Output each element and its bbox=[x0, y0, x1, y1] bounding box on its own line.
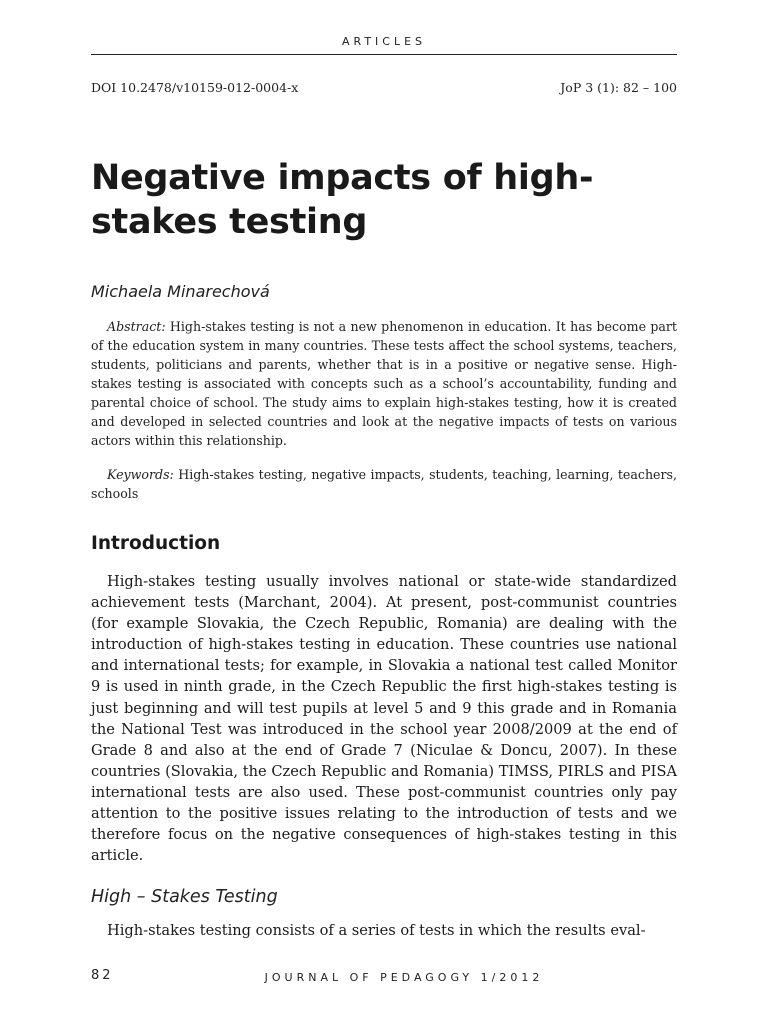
abstract bbox=[91, 317, 677, 450]
introduction-paragraph: High-stakes testing usually involves national or state-wide standardized achievement tests (Marchant, 2004). At present, post-communist countries (for example Slovakia, the Czech Republic, Romania) are dealing with the introduction of high-stakes testing in education. These countries use national and international tests; for example, in Slovakia a national test called Monitor 9 is used in ninth grade, in the Czech Republic the first high-stakes testing is just beginning and will test pupils at level 5 and 9 this grade and in Romania the National Test was introduced in the school year 2008/2009 at the end of Grade 8 and also at the end of Grade 7 (Niculae & Doncu, 2007). In these countries (Slovakia, the Czech Republic and Romania) TIMSS, PIRLS and PISA international tests are also used. These post-communist countries only pay attention to the positive issues relating to the introduction of tests and we therefore focus on the negative consequences of high-stakes testing in this article. bbox=[91, 573, 677, 865]
abstract-label: Abstract: bbox=[107, 319, 166, 334]
keywords-label: Keywords: bbox=[107, 467, 174, 482]
citation-text: JoP 3 (1): 82 – 100 bbox=[560, 80, 677, 95]
subsection-heading: High – Stakes Testing bbox=[91, 887, 278, 907]
journal-footer: JOURNAL OF PEDAGOGY 1/2012 bbox=[264, 971, 544, 984]
keywords bbox=[91, 465, 677, 503]
keywords-text: High-stakes testing, negative impacts, students, teaching, learning, teachers, schools bbox=[91, 467, 677, 501]
subsection-paragraph: High-stakes testing consists of a series of tests in which the results eval- bbox=[107, 922, 646, 939]
header-divider bbox=[91, 54, 677, 55]
article-title: Negative impacts of high-stakes testing bbox=[91, 158, 594, 242]
introduction-heading: Introduction bbox=[91, 533, 221, 554]
section-label: ARTICLES bbox=[341, 35, 427, 48]
doi-text: DOI 10.2478/v10159-012-0004-x bbox=[91, 80, 299, 95]
abstract-text: High-stakes testing is not a new phenomenon in education. It has become part of the education system in many countries. These tests affect the school systems, teachers, students, politicians and parents, whether that is in a positive or negative sense. High-stakes testing is associated with concepts such as a school’s accountability, funding and parental choice of school. The study aims to explain high-stakes testing, how it is created and developed in selected countries and look at the negative impacts of tests on various actors within this relationship. bbox=[91, 319, 677, 448]
author-name: Michaela Minarechová bbox=[91, 282, 270, 301]
article-page bbox=[91, 0, 677, 1024]
page-number: 82 bbox=[91, 968, 114, 983]
article-meta bbox=[91, 80, 677, 95]
